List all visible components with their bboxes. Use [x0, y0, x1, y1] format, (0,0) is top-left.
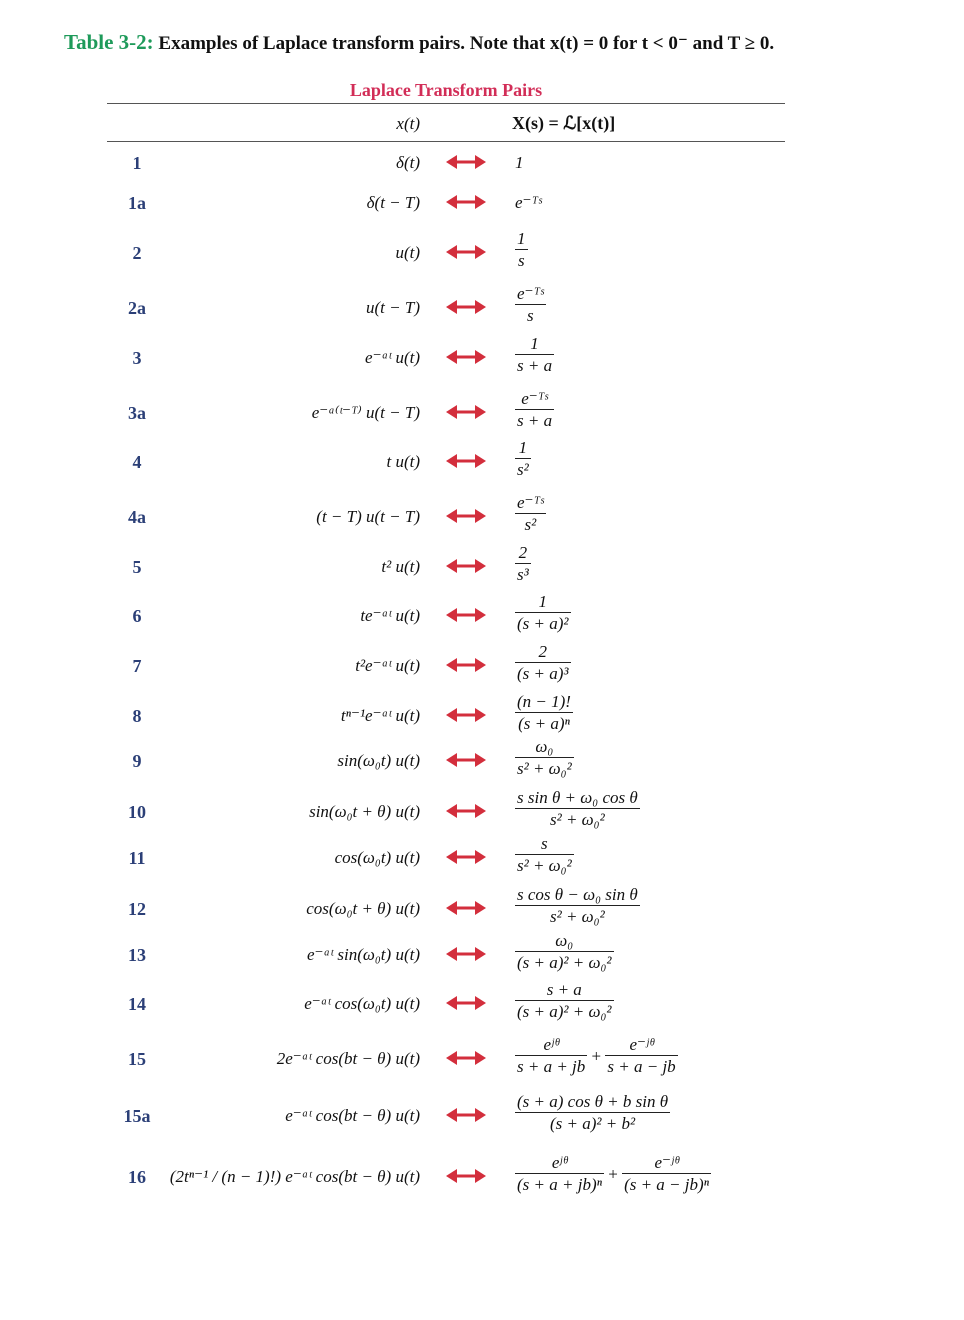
row-number: 13: [128, 945, 146, 965]
time-function: (2tⁿ⁻¹ / (n − 1)!) e⁻ᵃᵗ cos(bt − θ) u(t): [169, 1167, 420, 1186]
double-arrow-icon: [446, 901, 486, 915]
row-number: 1a: [128, 193, 146, 213]
row-number: 10: [128, 802, 146, 822]
header-x-column: x(t): [396, 114, 420, 133]
row-number: 6: [132, 606, 142, 626]
time-function: e⁻ᵃᵗ cos(bt − θ) u(t): [285, 1106, 420, 1125]
rule-header: [107, 141, 785, 142]
row-number: 1: [132, 153, 142, 173]
double-arrow-icon: [446, 658, 486, 672]
double-arrow-icon: [446, 559, 486, 573]
time-function: t u(t): [386, 452, 420, 471]
double-arrow-icon: [446, 996, 486, 1010]
double-arrow-icon: [446, 1051, 486, 1065]
double-arrow-icon: [446, 454, 486, 468]
row-number: 3: [132, 348, 142, 368]
table-caption: [64, 30, 774, 55]
laplace-transform: $\frac{\text{e⁻ᵀˢ}}{s}$: [517, 284, 544, 325]
laplace-transform: $\frac{(n - 1)!}{\text{(s + a)ⁿ}}$: [517, 692, 571, 733]
laplace-transform: $\frac{1}{s}$: [517, 229, 526, 270]
time-function: 2e⁻ᵃᵗ cos(bt − θ) u(t): [276, 1049, 420, 1068]
time-function: u(t − T): [366, 298, 420, 317]
laplace-transform: $\frac{2}{\text{(s + a)³}}$: [517, 642, 569, 683]
time-function: tⁿ⁻¹e⁻ᵃᵗ u(t): [340, 706, 420, 725]
laplace-transform: $\frac{\text{e⁻ᵀˢ}}{s + a}$: [517, 389, 553, 430]
caption-label: Table 3-2:: [64, 30, 154, 54]
double-arrow-icon: [446, 509, 486, 523]
row-number: 2a: [128, 298, 146, 318]
double-arrow-icon: [446, 708, 486, 722]
time-function: sin(ω₀t) u(t): [337, 751, 420, 770]
row-number: 3a: [128, 403, 146, 423]
double-arrow-icon: [446, 350, 486, 364]
row-number: 7: [132, 656, 142, 676]
time-function: t²e⁻ᵃᵗ u(t): [355, 656, 420, 675]
laplace-transform: $\frac{\text{(s + a) cos θ + b sin θ}}{\text{(s + a)² + b²}}$: [517, 1092, 669, 1133]
double-arrow-icon: [446, 850, 486, 864]
time-function: δ(t − T): [366, 193, 420, 212]
double-arrow-icon: [446, 1169, 486, 1183]
laplace-transform: $\frac{2}{\text{s³}}$: [517, 543, 529, 584]
header-X-column: X(s) = ℒ[x(t)]: [512, 113, 616, 133]
laplace-transform: $\frac{1}{\text{(s + a)²}}$: [517, 592, 569, 633]
laplace-transform: $\frac{\text{eʲᶿ}}{s + a + jb}$ + $\frac{\text{e⁻ʲᶿ}}{s + a - jb}$: [517, 1035, 676, 1076]
time-function: (t − T) u(t − T): [316, 507, 420, 526]
time-function: e⁻ᵃᵗ sin(ω₀t) u(t): [307, 945, 420, 964]
double-arrow-icon: [446, 804, 486, 818]
row-number: 8: [132, 706, 142, 726]
laplace-transform: $\frac{\text{e⁻ᵀˢ}}{\text{s²}}$: [517, 493, 544, 534]
laplace-transform: $\frac{s + a}{\text{(s + a)² + ω₀²}}$: [517, 980, 612, 1021]
row-number: 4: [132, 452, 142, 472]
row-number: 2: [132, 243, 142, 263]
double-arrow-icon: [446, 405, 486, 419]
row-number: 15a: [123, 1106, 151, 1126]
double-arrow-icon: [446, 300, 486, 314]
double-arrow-icon: [446, 245, 486, 259]
time-function: sin(ω₀t + θ) u(t): [309, 802, 420, 821]
time-function: t² u(t): [381, 557, 420, 576]
double-arrow-icon: [446, 753, 486, 767]
row-number: 4a: [128, 507, 146, 527]
time-function: u(t): [395, 243, 420, 262]
laplace-transform: e⁻ᵀˢ: [515, 193, 542, 212]
time-function: e⁻ᵃᵗ cos(ω₀t) u(t): [304, 994, 420, 1013]
laplace-transform: 1: [515, 153, 524, 172]
time-function: cos(ω₀t + θ) u(t): [306, 899, 420, 918]
time-function: cos(ω₀t) u(t): [334, 848, 420, 867]
laplace-transform: $\frac{\text{ω₀}}{\text{s² + ω₀²}}$: [517, 737, 572, 778]
time-function: δ(t): [396, 153, 420, 172]
laplace-transform: $\frac{\text{s cos θ − ω₀ sin θ}}{\text{s² + ω₀²}}$: [517, 885, 638, 926]
double-arrow-icon: [446, 1108, 486, 1122]
time-function: e⁻ᵃᵗ u(t): [365, 348, 420, 367]
laplace-transform: $\frac{\text{ω₀}}{\text{(s + a)² + ω₀²}}$: [517, 931, 612, 972]
row-number: 9: [132, 751, 142, 771]
laplace-transform: $\frac{s}{\text{s² + ω₀²}}$: [517, 834, 572, 875]
laplace-transform: $\frac{\text{s sin θ + ω₀ cos θ}}{\text{s² + ω₀²}}$: [517, 788, 638, 829]
row-number: 15: [128, 1049, 146, 1069]
time-function: e⁻ᵃ⁽ᵗ⁻ᵀ⁾ u(t − T): [311, 403, 420, 422]
laplace-transform: $\frac{\text{eʲᶿ}}{\text{(s + a + jb)ⁿ}}$ + $\frac{\text{e⁻ʲᶿ}}{\text{(s + a − jb)ⁿ}}$: [517, 1153, 710, 1194]
row-number: 16: [128, 1167, 146, 1187]
time-function: te⁻ᵃᵗ u(t): [360, 606, 420, 625]
double-arrow-icon: [446, 947, 486, 961]
double-arrow-icon: [446, 608, 486, 622]
row-number: 14: [128, 994, 146, 1014]
rule-top: [107, 103, 785, 104]
double-arrow-icon: [446, 155, 486, 169]
row-number: 11: [128, 848, 146, 868]
laplace-transform: $\frac{1}{s + a}$: [517, 334, 553, 375]
double-arrow-icon: [446, 195, 486, 209]
row-number: 5: [132, 557, 142, 577]
laplace-transform: $\frac{1}{\text{s²}}$: [517, 438, 529, 479]
section-title: Laplace Transform Pairs: [349, 80, 543, 100]
caption-text: Examples of Laplace transform pairs. Note that x(t) = 0 for t < 0⁻ and T ≥ 0.: [158, 33, 775, 54]
row-number: 12: [128, 899, 146, 919]
